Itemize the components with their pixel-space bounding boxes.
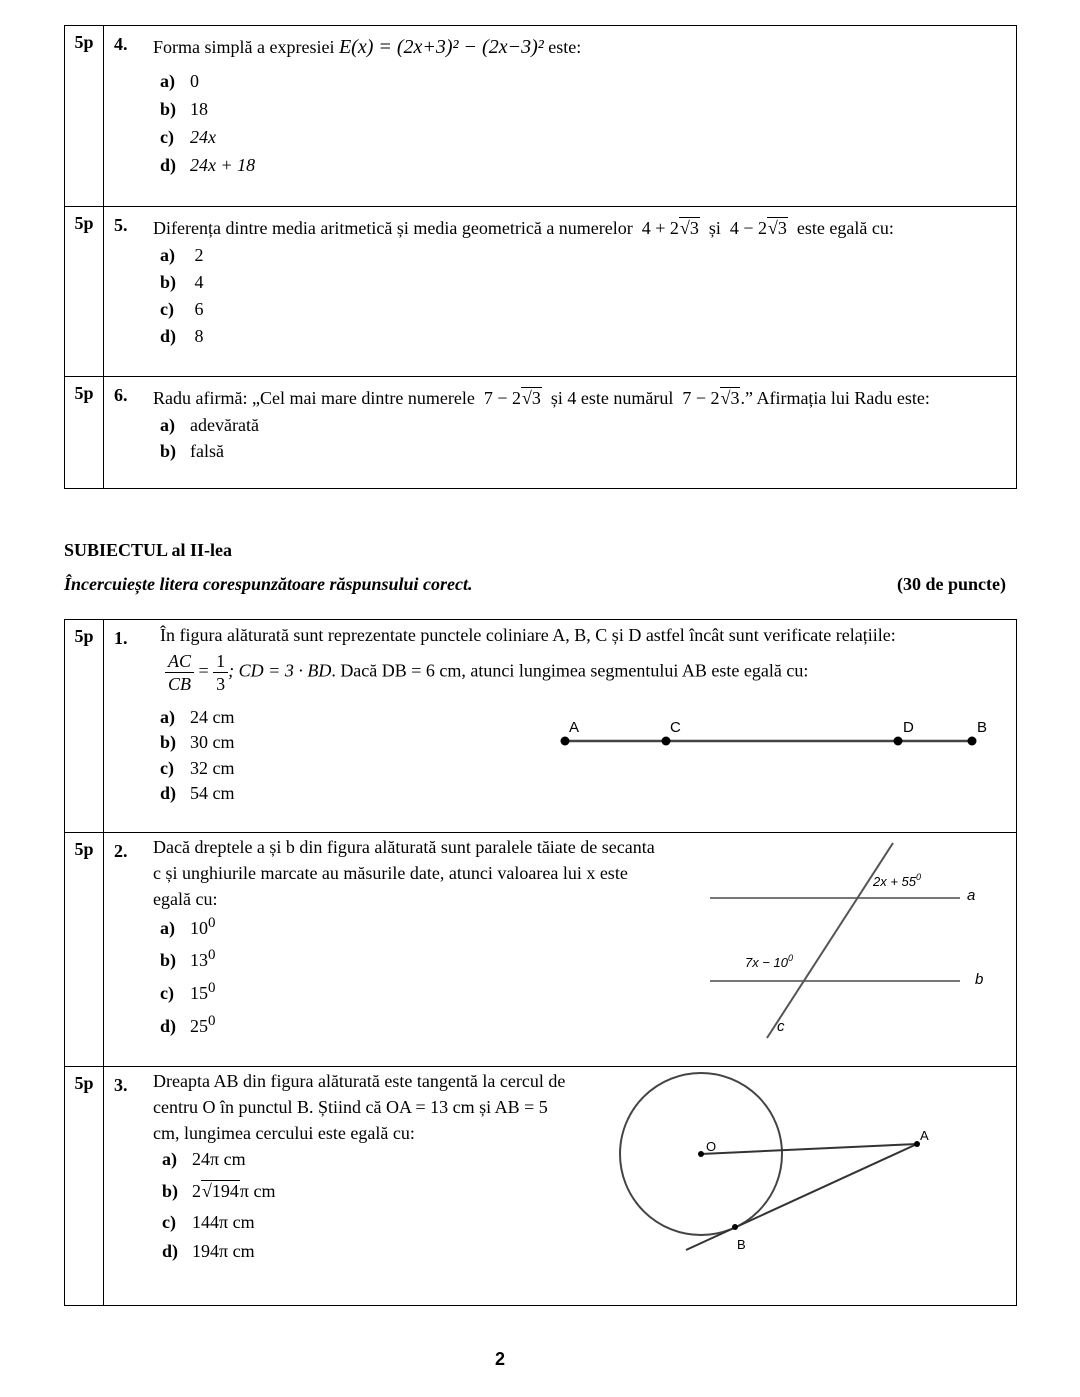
option-d[interactable]: d) $25^0$ xyxy=(160,1013,216,1036)
question-4 xyxy=(65,26,1016,207)
secant-c xyxy=(767,843,893,1038)
question-relations: $\frac{AC}{CB}$ = $\frac{1}{3}$ ; CD = 3 · BD. Dacă DB = 6 cm, atunci lungimea segmentului AB este egală cu: xyxy=(165,650,808,695)
label-c: C xyxy=(670,719,681,736)
option-b[interactable]: b) 18 xyxy=(160,99,208,119)
option-b[interactable]: b) 30 cm xyxy=(160,732,235,752)
parallel-lines-figure xyxy=(695,833,1015,1048)
questions-table-part1 xyxy=(64,25,1017,489)
option-c[interactable]: c) 32 cm xyxy=(160,758,235,778)
option-b[interactable]: b) $13^0$ xyxy=(160,947,216,970)
question-number: 4. xyxy=(114,34,128,54)
option-a[interactable]: a) 0 xyxy=(160,71,199,91)
tangent-ab xyxy=(686,1144,917,1250)
tangent-circle-figure xyxy=(610,1067,970,1267)
points-label: 5p xyxy=(65,377,104,488)
option-d[interactable]: d) 8 xyxy=(160,326,204,346)
question-text: Dacă dreptele a și b din figura alăturată sunt paralele tăiate de secanta c și unghiurile marcate au măsurile date, atunci valoarea lui x este egală cu: xyxy=(153,837,655,909)
option-b[interactable]: b) 2√194π cm xyxy=(162,1181,276,1201)
question-text: Forma simplă a expresiei E(x) = (2x+3)² − (2x−3)² este: xyxy=(153,36,582,58)
option-a[interactable]: a) 2 xyxy=(160,245,204,265)
points-label: 5p xyxy=(65,207,104,376)
label-c: c xyxy=(777,1018,785,1035)
section-instruction: Încercuiește litera corespunzătoare răspunsului corect. xyxy=(64,574,473,594)
label-b: B xyxy=(737,1237,746,1252)
option-c[interactable]: c) 144π cm xyxy=(162,1212,255,1232)
page-number: 2 xyxy=(494,1349,505,1369)
question-number: 2. xyxy=(114,841,128,861)
option-b[interactable]: b) falsă xyxy=(160,441,224,461)
point-o xyxy=(698,1151,704,1157)
option-a[interactable]: a) 24π cm xyxy=(162,1149,246,1169)
point-c xyxy=(662,737,671,746)
point-b xyxy=(968,737,977,746)
option-c[interactable]: c) $15^0$ xyxy=(160,980,216,1003)
points-label: 5p xyxy=(65,1067,104,1305)
sqrt-symbol: √3 xyxy=(720,388,740,408)
fraction-one-third: $\frac{1}{3}$ xyxy=(213,650,228,695)
option-a[interactable]: a) $10^0$ xyxy=(160,915,216,938)
label-b: B xyxy=(977,719,988,736)
question-text: Dreapta AB din figura alăturată este tangentă la cercul de centru O în punctul B. Știind că OA = 13 cm și AB = 5 cm, lungimea cercului este egală cu: xyxy=(153,1071,566,1143)
question-number: 5. xyxy=(114,215,128,235)
option-d[interactable]: d) 24x + 18 xyxy=(160,155,256,175)
option-c[interactable]: c) 24x xyxy=(160,127,216,147)
label-a: A xyxy=(569,719,580,736)
sqrt-symbol: √3 xyxy=(768,218,787,238)
point-d xyxy=(894,737,903,746)
segment-oa xyxy=(701,1144,917,1154)
label-a: a xyxy=(967,887,976,904)
collinear-points-figure xyxy=(555,715,995,755)
angle-label-2: $7x - 10^0$ xyxy=(745,953,794,970)
section-title: SUBIECTUL al II-lea xyxy=(64,540,233,560)
questions-table-part2 xyxy=(64,619,1017,1306)
option-d[interactable]: d) 194π cm xyxy=(162,1241,255,1261)
question-number: 1. xyxy=(114,628,128,648)
label-b: b xyxy=(975,971,984,988)
question-text: În figura alăturată sunt reprezentate punctele coliniare A, B, C și D astfel încât sunt verificate relațiile: xyxy=(160,625,896,645)
option-d[interactable]: d) 54 cm xyxy=(160,783,235,803)
points-label: 5p xyxy=(65,620,104,832)
point-a xyxy=(561,737,570,746)
point-b xyxy=(732,1224,738,1230)
option-b[interactable]: b) 4 xyxy=(160,272,204,292)
question-5 xyxy=(65,207,1016,377)
label-o: O xyxy=(706,1139,717,1154)
section-score: (30 de puncte) xyxy=(897,574,1006,594)
sqrt-symbol: √194 xyxy=(202,1181,239,1201)
option-c[interactable]: c) 6 xyxy=(160,299,204,319)
question-number: 6. xyxy=(114,385,128,405)
option-a[interactable]: a) adevărată xyxy=(160,415,259,435)
question-text: Radu afirmă: „Cel mai mare dintre numerele 7 − 2√3 și 4 este numărul 7 − 2√3.” Afirmația lui Radu este: xyxy=(153,388,930,408)
label-d: D xyxy=(903,719,914,736)
question-ii-3 xyxy=(65,1067,1016,1305)
sqrt-symbol: √3 xyxy=(679,218,699,238)
points-label: 5p xyxy=(65,833,104,1066)
option-a[interactable]: a) 24 cm xyxy=(160,707,235,727)
question-text: Diferența dintre media aritmetică și media geometrică a numerelor 4 + 2√3 și 4 − 2√3 este egală cu: xyxy=(153,218,894,238)
sqrt-symbol: √3 xyxy=(522,388,541,408)
fraction-ac-cb: $\frac{AC}{CB}$ xyxy=(165,650,194,695)
question-number: 3. xyxy=(114,1075,128,1095)
points-label: 5p xyxy=(65,26,104,206)
angle-label-1: $2x + 55^0$ xyxy=(873,872,922,889)
question-ii-2 xyxy=(65,833,1016,1067)
question-ii-1 xyxy=(65,620,1016,833)
question-6 xyxy=(65,377,1016,488)
label-a: A xyxy=(920,1128,929,1143)
